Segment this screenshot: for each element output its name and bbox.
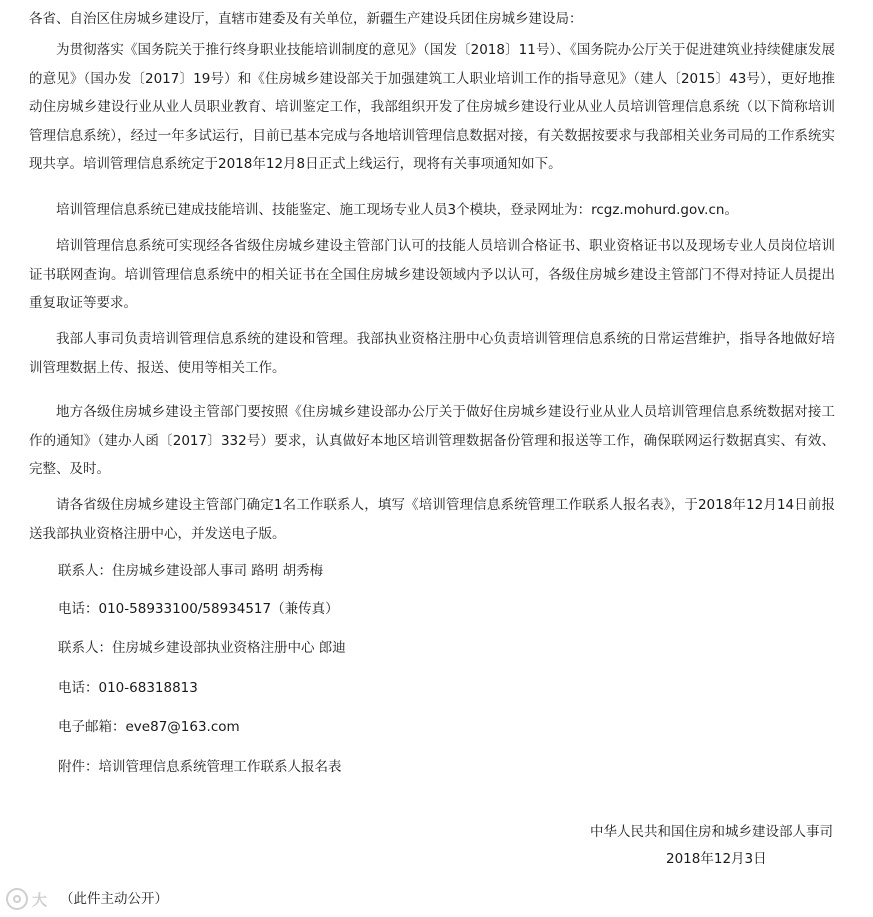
- public-notice: （此件主动公开）: [60, 891, 168, 907]
- contact-phone-2: 电话：010-68318813: [58, 680, 198, 696]
- signature-organization: 中华人民共和国住房和城乡建设部人事司: [590, 824, 833, 840]
- watermark: [6, 886, 48, 912]
- salutation: 各省、自治区住房城乡建设厅，直辖市建委及有关单位，新疆生产建设兵团住房城乡建设局：: [29, 11, 583, 27]
- watermark-logo-icon: [6, 888, 28, 910]
- contact-phone-1: 电话：010-58933100/58934517（兼传真）: [58, 601, 339, 617]
- paragraph-5: 地方各级住房城乡建设主管部门要按照《住房城乡建设部办公厅关于做好住房城乡建设行业从业人员培训管理信息系统数据对接工作的通知》（建办人函〔2017〕332号）要求，认真做好本地区培训管理数据备份管理和报送等工作，确保联网运行数据真实、有效、完整、及时。: [29, 404, 835, 477]
- paragraph-1: 为贯彻落实《国务院关于推行终身职业技能培训制度的意见》（国发〔2018〕11号）、《国务院办公厅关于促进建筑业持续健康发展的意见》（国办发〔2017〕19号）和《住房城乡建设部关于加强建筑工人职业培训工作的指导意见》（建人〔2015〕43号），更好地推动住房城乡建设行业从业人员职业教育、培训鉴定工作，我部组织开发了住房城乡建设行业从业人员培训管理信息系统（以下简称培训管理信息系统），经过一年多试运行，目前已基本完成与各地培训管理信息数据对接，有关数据按要求与我部相关业务司局的工作系统实现共享。培训管理信息系统定于2018年12月8日正式上线运行，现将有关事项通知如下。: [29, 42, 835, 172]
- paragraph-6: 请各省级住房城乡建设主管部门确定1名工作联系人，填写《培训管理信息系统管理工作联系人报名表》，于2018年12月14日前报送我部执业资格注册中心，并发送电子版。: [29, 497, 835, 542]
- watermark-text: 大: [32, 890, 49, 909]
- paragraph-2: 培训管理信息系统已建成技能培训、技能鉴定、施工现场专业人员3个模块，登录网址为：rcgz.mohurd.gov.cn。: [56, 202, 738, 218]
- contact-person-2: 联系人：住房城乡建设部执业资格注册中心 郎迪: [58, 640, 346, 656]
- contact-person-1: 联系人：住房城乡建设部人事司 路明 胡秀梅: [58, 563, 324, 579]
- attachment-line: 附件：培训管理信息系统管理工作联系人报名表: [58, 759, 342, 775]
- paragraph-4: 我部人事司负责培训管理信息系统的建设和管理。我部执业资格注册中心负责培训管理信息系统的日常运营维护，指导各地做好培训管理数据上传、报送、使用等相关工作。: [29, 331, 835, 376]
- contact-email: 电子邮箱：eve87@163.com: [58, 719, 240, 735]
- signature-date: 2018年12月3日: [666, 851, 767, 867]
- paragraph-3: 培训管理信息系统可实现经各省级住房城乡建设主管部门认可的技能人员培训合格证书、职业资格证书以及现场专业人员岗位培训证书联网查询。培训管理信息系统中的相关证书在全国住房城乡建设领域内予以认可，各级住房城乡建设主管部门不得对持证人员提出重复取证等要求。: [29, 238, 835, 311]
